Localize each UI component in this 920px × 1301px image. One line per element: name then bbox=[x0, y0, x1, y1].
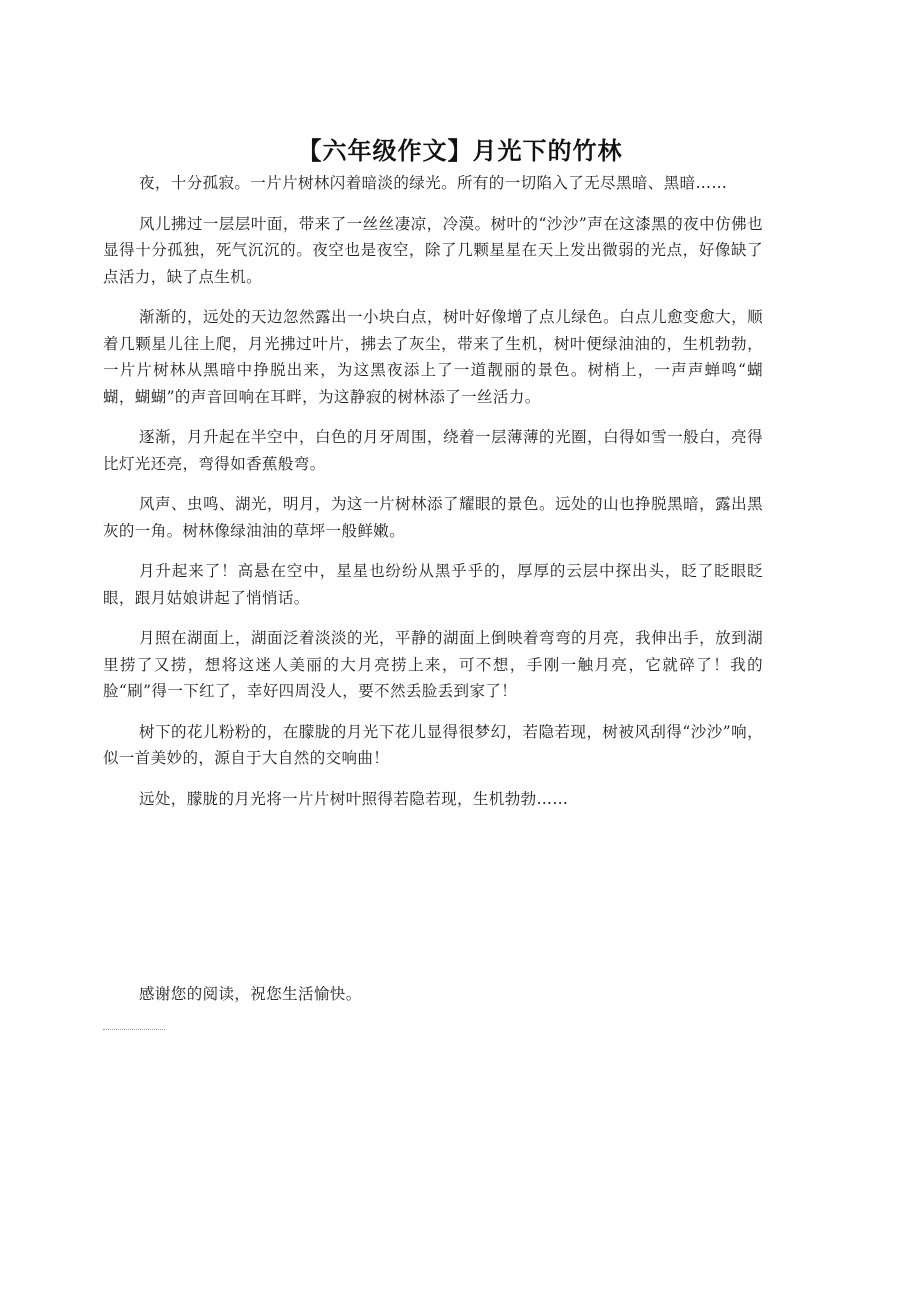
paragraph-3: 渐渐的，远处的天边忽然露出一小块白点，树叶好像增了点儿绿色。白点儿愈变愈大，顺着几颗星儿往上爬，月光拂过叶片，拂去了灰尘，带来了生机，树叶便绿油油的，生机勃勃，一片片树林从黑暗中挣脱出来，为这黑夜添上了一道靓丽的景色。树梢上，一声声蝉鸣“蝴蝴，蝴蝴”的声音回响在耳畔，为这静寂的树林添了一丝活力。 bbox=[103, 308, 763, 406]
paragraph-2: 风儿拂过一层层叶面，带来了一丝丝凄凉，冷漠。树叶的“沙沙”声在这漆黑的夜中仿佛也显得十分孤独，死气沉沉的。夜空也是夜空，除了几颗星星在天上发出微弱的光点，好像缺了点活力，缺了点生机。 bbox=[103, 214, 763, 286]
paragraph-4: 逐渐，月升起在半空中，白色的月牙周围，绕着一层薄薄的光圈，白得如雪一般白，亮得比灯光还亮，弯得如香蕉般弯。 bbox=[103, 428, 763, 473]
closing-line: 感谢您的阅读，祝您生活愉快。 bbox=[139, 985, 362, 1003]
paragraph-1: 夜，十分孤寂。一片片树林闪着暗淡的绿光。所有的一切陷入了无尽黑暗、黑暗…… bbox=[139, 174, 728, 192]
document-title: 【六年级作文】月光下的竹林 bbox=[297, 136, 623, 166]
essay-body bbox=[103, 170, 763, 826]
footer-divider bbox=[103, 1029, 165, 1030]
paragraph-5: 风声、虫鸣、湖光，明月，为这一片树林添了耀眼的景色。远处的山也挣脱黑暗，露出黑灰的一角。树林像绿油油的草坪一般鲜嫩。 bbox=[103, 495, 763, 540]
paragraph-7: 月照在湖面上，湖面泛着淡淡的光，平静的湖面上倒映着弯弯的月亮，我伸出手，放到湖里捞了又捞，想将这迷人美丽的大月亮捞上来，可不想，手刚一触月亮，它就碎了！我的脸“刷”得一下红了，幸好四周没人，要不然丢脸丢到家了！ bbox=[103, 629, 763, 700]
paragraph-9: 远处，朦胧的月光将一片片树叶照得若隐若现，生机勃勃…… bbox=[139, 789, 569, 808]
paragraph-8: 树下的花儿粉粉的，在朦胧的月光下花儿显得很梦幻，若隐若现，树被风刮得“沙沙”响，似一首美妙的，源自于大自然的交响曲！ bbox=[103, 722, 763, 767]
paragraph-6: 月升起来了！高悬在空中，星星也纷纷从黑乎乎的，厚厚的云层中探出头，眨了眨眼眨眼，跟月姑娘讲起了悄悄话。 bbox=[103, 562, 763, 607]
